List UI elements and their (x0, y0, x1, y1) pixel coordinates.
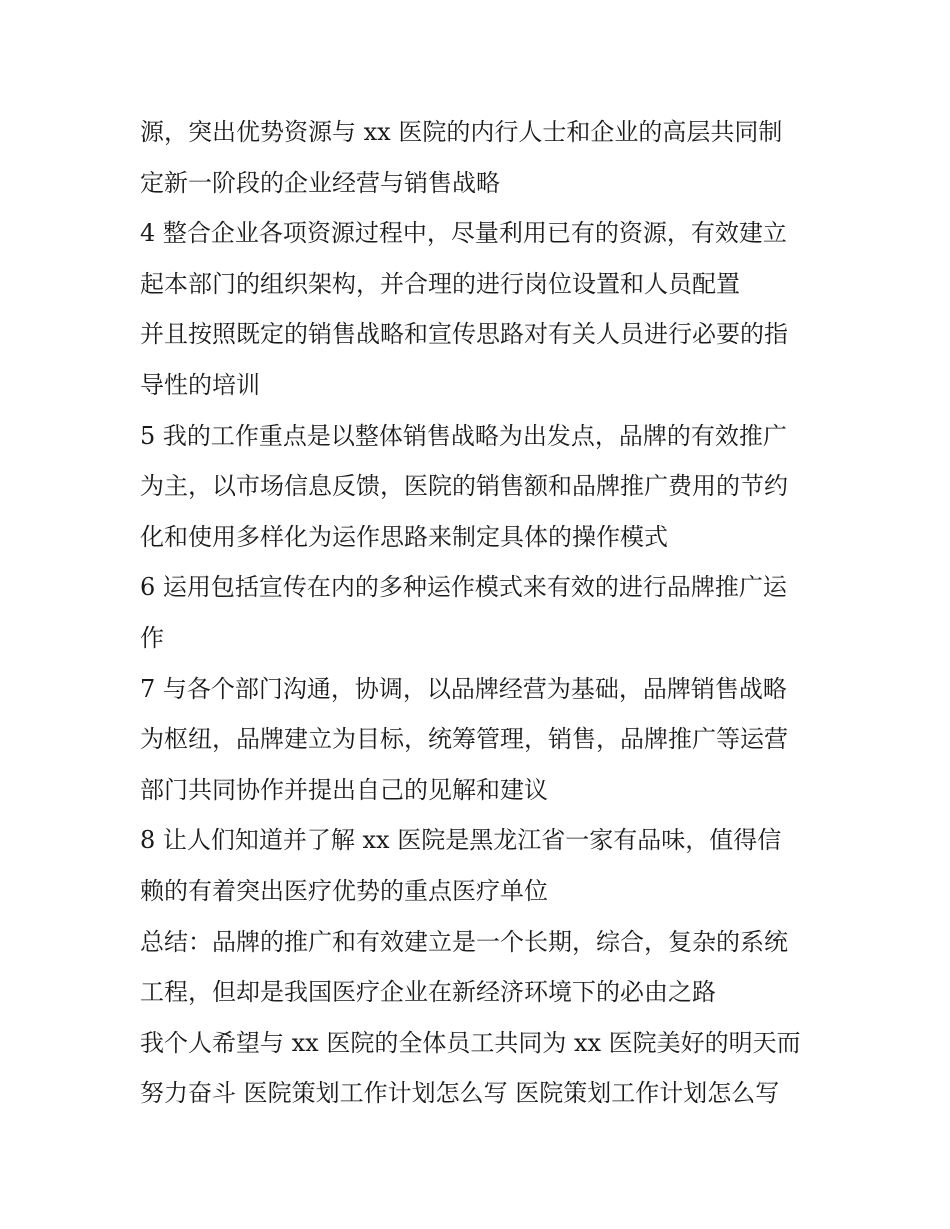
text-line: 7 与各个部门沟通，协调，以品牌经营为基础，品牌销售战略 (140, 674, 787, 703)
text-line: 8 让人们知道并了解 xx 医院是黑龙江省一家有品味，值得信 (140, 826, 782, 855)
text-line: 6 运用包括宣传在内的多种运作模式来有效的进行品牌推广运 (140, 573, 787, 602)
text-line: 为枢纽，品牌建立为目标，统筹管理，销售，品牌推广等运营 (140, 725, 788, 754)
text-line: 导性的培训 (140, 370, 260, 399)
text-line: 作 (140, 623, 164, 652)
text-line: 4 整合企业各项资源过程中，尽量利用已有的资源，有效建立 (140, 219, 787, 248)
text-line: 5 我的工作重点是以整体销售战略为出发点，品牌的有效推广 (140, 421, 787, 450)
text-line: 工程，但却是我国医疗企业在新经济环境下的必由之路 (140, 978, 716, 1007)
text-line: 努力奋斗 医院策划工作计划怎么写 医院策划工作计划怎么写 (140, 1079, 780, 1108)
document-body (140, 107, 830, 1119)
text-line: 源，突出优势资源与 xx 医院的内行人士和企业的高层共同制 (140, 118, 783, 146)
text-line: 起本部门的组织架构，并合理的进行岗位设置和人员配置 (140, 269, 740, 298)
text-line: 部门共同协作并提出自己的见解和建议 (140, 775, 548, 804)
text-line: 定新一阶段的企业经营与销售战略 (140, 168, 500, 197)
text-line: 我个人希望与 xx 医院的全体员工共同为 xx 医院美好的明天而 (140, 1028, 801, 1057)
text-line: 总结：品牌的推广和有效建立是一个长期，综合，复杂的系统 (140, 927, 788, 956)
text-line: 为主，以市场信息反馈，医院的销售额和品牌推广费用的节约 (140, 472, 788, 501)
text-line: 化和使用多样化为运作思路来制定具体的操作模式 (140, 522, 668, 551)
text-line: 赖的有着突出医疗优势的重点医疗单位 (140, 876, 548, 905)
text-line: 并且按照既定的销售战略和宣传思路对有关人员进行必要的指 (140, 320, 788, 349)
